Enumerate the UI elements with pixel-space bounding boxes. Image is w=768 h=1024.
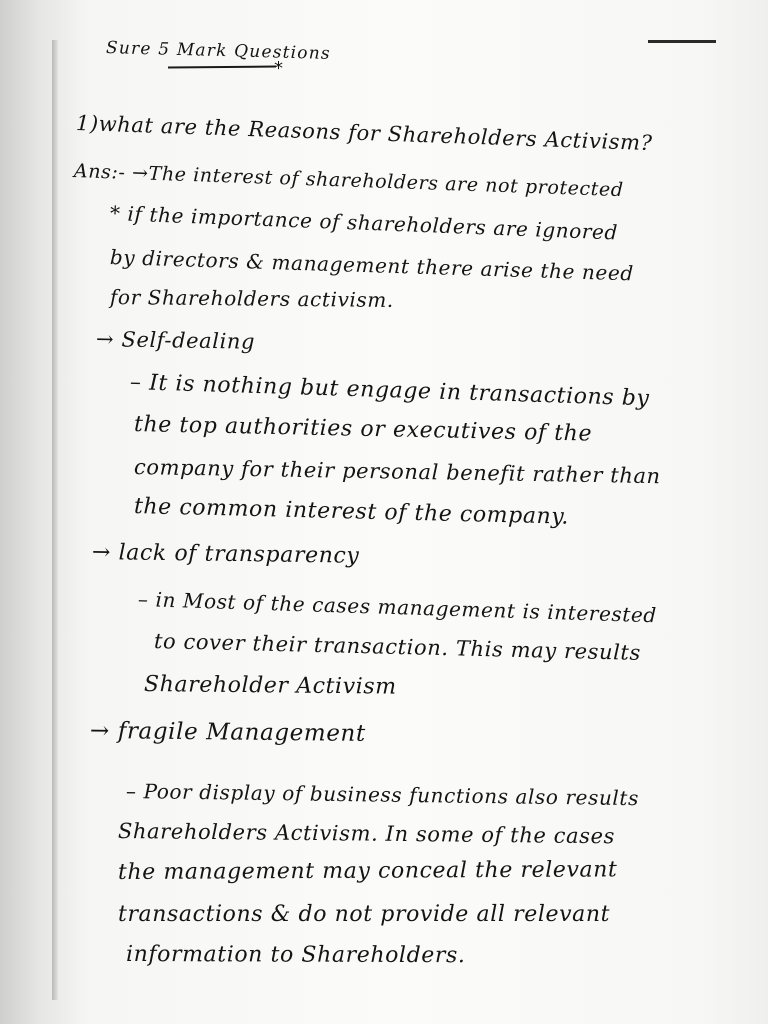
self-dealing-line1: – It is nothing but engage in transactions by xyxy=(129,370,650,412)
self-dealing-title: → Self-dealing xyxy=(95,327,256,354)
point1-line2: by directors & management there arise the need xyxy=(109,245,635,286)
fragile-line3: the management may conceal the relevant xyxy=(117,857,618,885)
question-text: 1)what are the Reasons for Shareholders Activism? xyxy=(75,111,653,156)
answer-intro: Ans:- →The interest of shareholders are not protected xyxy=(73,160,624,202)
heading-underline xyxy=(168,66,276,69)
point1-line1: * if the importance of shareholders are ignored xyxy=(109,201,619,245)
fragile-line4: transactions & do not provide all relevant xyxy=(118,902,611,927)
self-dealing-line4: the common interest of the company. xyxy=(133,494,570,530)
page-heading: Sure 5 Mark Questions xyxy=(105,38,332,64)
transparency-title: → lack of transparency xyxy=(91,540,360,569)
transparency-line3: Shareholder Activism xyxy=(143,672,397,700)
fragile-line1: – Poor display of business functions also results xyxy=(125,779,640,811)
point1-line3: for Shareholders activism. xyxy=(109,285,394,312)
heading-star-mark: * xyxy=(274,58,283,79)
transparency-line1: – in Most of the cases management is interested xyxy=(137,587,658,628)
self-dealing-line2: the top authorities or executives of the xyxy=(133,412,593,447)
self-dealing-line3: company for their personal benefit rather than xyxy=(133,455,661,489)
fragile-line2: Shareholders Activism. In some of the cases xyxy=(117,819,616,849)
fragile-title: → fragile Management xyxy=(89,718,366,747)
transparency-line2: to cover their transaction. This may results xyxy=(153,629,642,665)
fragile-line5: information to Shareholders. xyxy=(125,942,466,969)
